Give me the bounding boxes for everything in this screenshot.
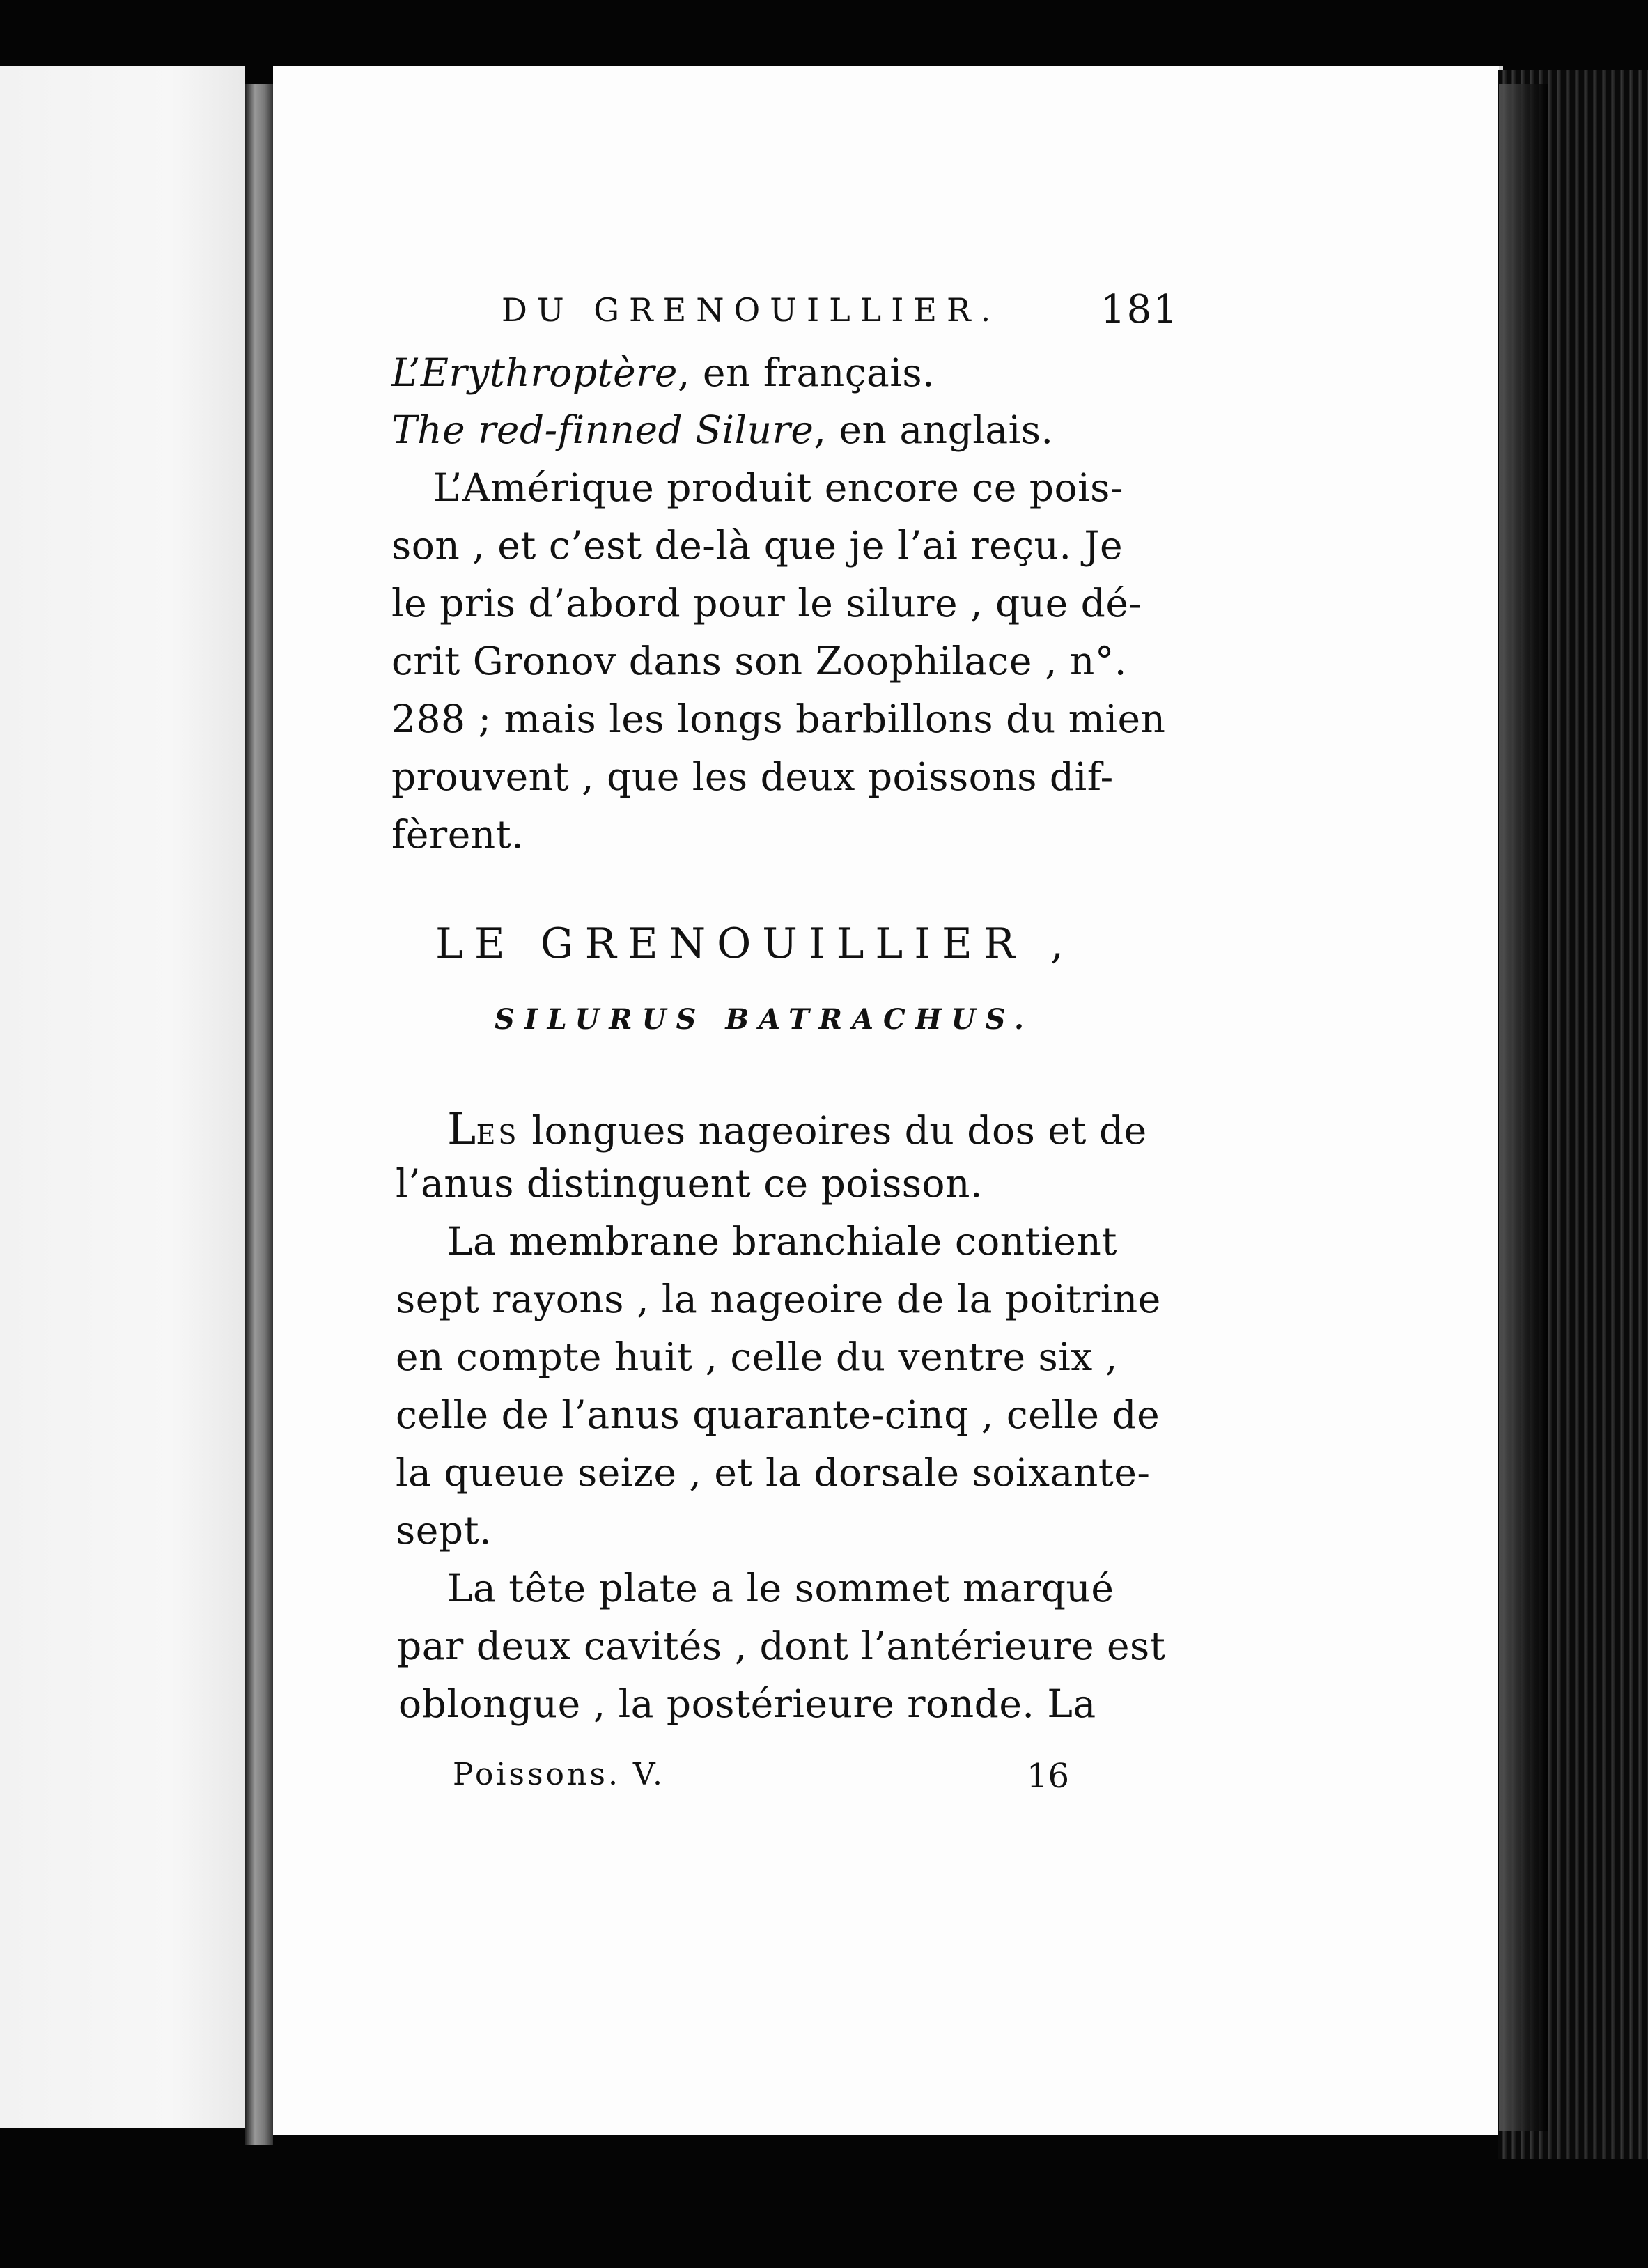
signature-mark: Poissons. V. <box>453 1757 665 1792</box>
signature-number: 16 <box>1027 1757 1070 1796</box>
paragraph2-first-rest: longues nageoires du dos et de <box>519 1108 1147 1153</box>
intro-line-1-italic: L’Erythroptère <box>391 350 678 395</box>
paragraph3-line: la queue seize , et la dorsale soixante- <box>396 1450 1151 1495</box>
paragraph1-line: son , et c’est de-là que je l’ai reçu. Je <box>391 523 1124 568</box>
paragraph3-line: celle de l’anus quarante-cinq , celle de <box>396 1392 1160 1437</box>
paragraph3-line: La membrane branchiale contient <box>447 1219 1117 1264</box>
paragraph1-line: crit Gronov dans son Zoophilace , n°. <box>391 639 1127 683</box>
page-edges-shade <box>1499 84 1548 2131</box>
small-caps: ES <box>476 1119 520 1150</box>
paragraph3-line: sept. <box>396 1508 492 1553</box>
paragraph4-line: La tête plate a le sommet marqué <box>447 1566 1114 1610</box>
paragraph4-line: par deux cavités , dont l’antérieure est <box>397 1624 1166 1668</box>
paragraph2-first-line <box>447 1103 1147 1154</box>
paragraph1-line: 288 ; mais les longs barbillons du mien <box>391 697 1166 741</box>
paragraph2-line: l’anus distinguent ce poisson. <box>396 1161 983 1206</box>
section-title: LE GRENOUILLIER , <box>435 919 1075 968</box>
intro-line-1-rest: , en français. <box>677 350 935 395</box>
intro-line-2-rest: , en anglais. <box>814 407 1054 452</box>
paragraph1-line: L’Amérique produit encore ce pois- <box>433 465 1124 510</box>
running-title: DU GRENOUILLIER. <box>502 291 1001 329</box>
book-gutter <box>245 84 273 2145</box>
paragraph1-line: prouvent , que les deux poissons dif- <box>391 754 1114 799</box>
intro-line-2-italic: The red-finned Silure <box>391 407 814 452</box>
intro-line-2 <box>391 407 1054 452</box>
paragraph3-line: en compte huit , celle du ventre six , <box>396 1335 1118 1379</box>
paragraph1-line: fèrent. <box>391 812 524 857</box>
page-number: 181 <box>1101 287 1179 332</box>
paragraph4-line: oblongue , la postérieure ronde. La <box>398 1681 1096 1726</box>
paragraph3-line: sept rayons , la nageoire de la poitrine <box>396 1277 1161 1321</box>
intro-line-1 <box>391 350 935 395</box>
paragraph1-line: le pris d’abord pour le silure , que dé- <box>391 581 1142 626</box>
drop-cap: L <box>447 1103 476 1154</box>
section-subtitle: SILURUS BATRACHUS. <box>495 1003 1034 1036</box>
facing-page <box>0 66 245 2128</box>
